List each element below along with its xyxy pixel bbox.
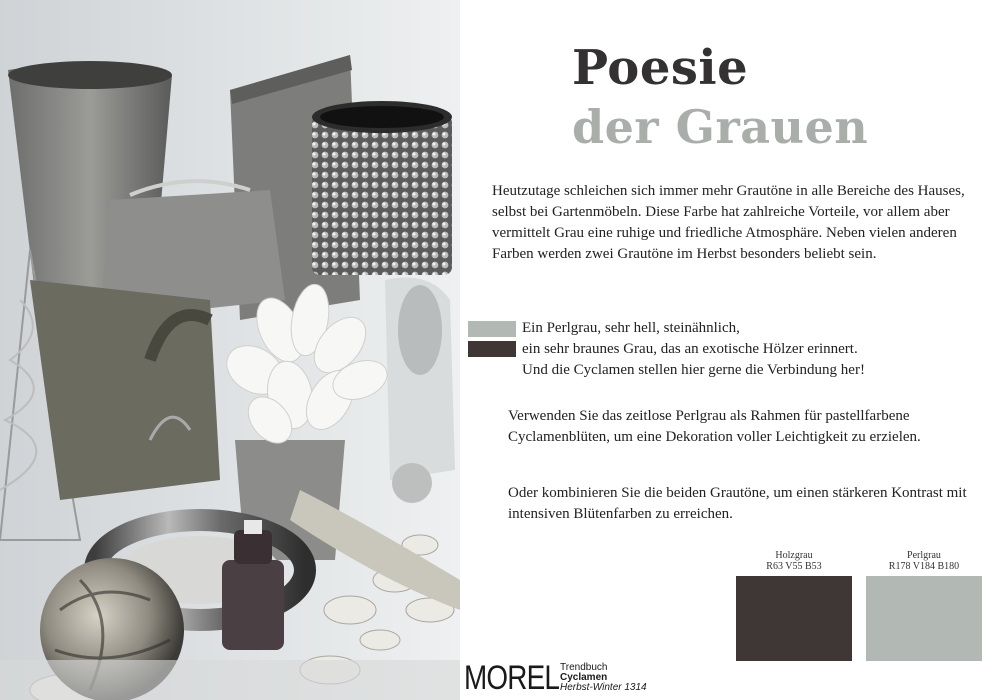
page-subtitle: der Grauen <box>572 100 869 154</box>
holzgrau-bar <box>468 341 516 357</box>
logo-brand: MOREL <box>464 659 560 697</box>
swatch-name: Holzgrau <box>775 550 813 561</box>
swatch-color-box <box>736 576 852 661</box>
logo-subtitle <box>560 663 647 693</box>
color-line-3: Und die Cyclamen stellen hier gerne die Verbindung her! <box>522 362 865 378</box>
color-line-1: Ein Perlgrau, sehr hell, steinähnlich, <box>522 320 740 336</box>
intro-paragraph: Heutzutage schleichen sich immer mehr Grautöne in alle Bereiche des Hauses, selbst bei Gartenmöbeln. Diese Farbe hat zahlreiche Vorteile, vor allem aber vermittelt Grau eine ruhige und friedliche Atmosphäre. Neben vielen anderen Farben werden zwei Grautöne im Herbst besonders beliebt sein. <box>492 183 965 262</box>
still-life-photo <box>0 0 460 700</box>
page-title: Poesie <box>572 40 749 96</box>
swatch-name: Perlgrau <box>907 550 941 561</box>
photo-illustration <box>0 0 460 700</box>
swatch-code: R178 V184 B180 <box>888 561 960 572</box>
perlgrau-bar <box>468 321 516 337</box>
perlgrau-paragraph: Verwenden Sie das zeitlose Perlgrau als Rahmen für pastellfarbene Cyclamenblüten, um eine Dekoration voller Leichtigkeit zu erzielen. <box>508 408 921 445</box>
swatch-holzgrau <box>736 550 852 661</box>
color-line-2: ein sehr braunes Grau, das an exotische Hölzer erinnert. <box>522 341 858 357</box>
swatch-color-box <box>866 576 982 661</box>
logo-line-3: Herbst-Winter 1314 <box>560 682 647 693</box>
swatch-perlgrau <box>866 550 982 661</box>
color-description <box>522 318 865 381</box>
contrast-paragraph: Oder kombinieren Sie die beiden Grautöne, um einen stärkeren Kontrast mit intensiven Blütenfarben zu erreichen. <box>508 485 967 522</box>
logo-line-1: Trendbuch <box>560 662 608 673</box>
logo-line-2: Cyclamen <box>560 672 608 683</box>
swatch-code: R63 V55 B53 <box>766 561 822 572</box>
